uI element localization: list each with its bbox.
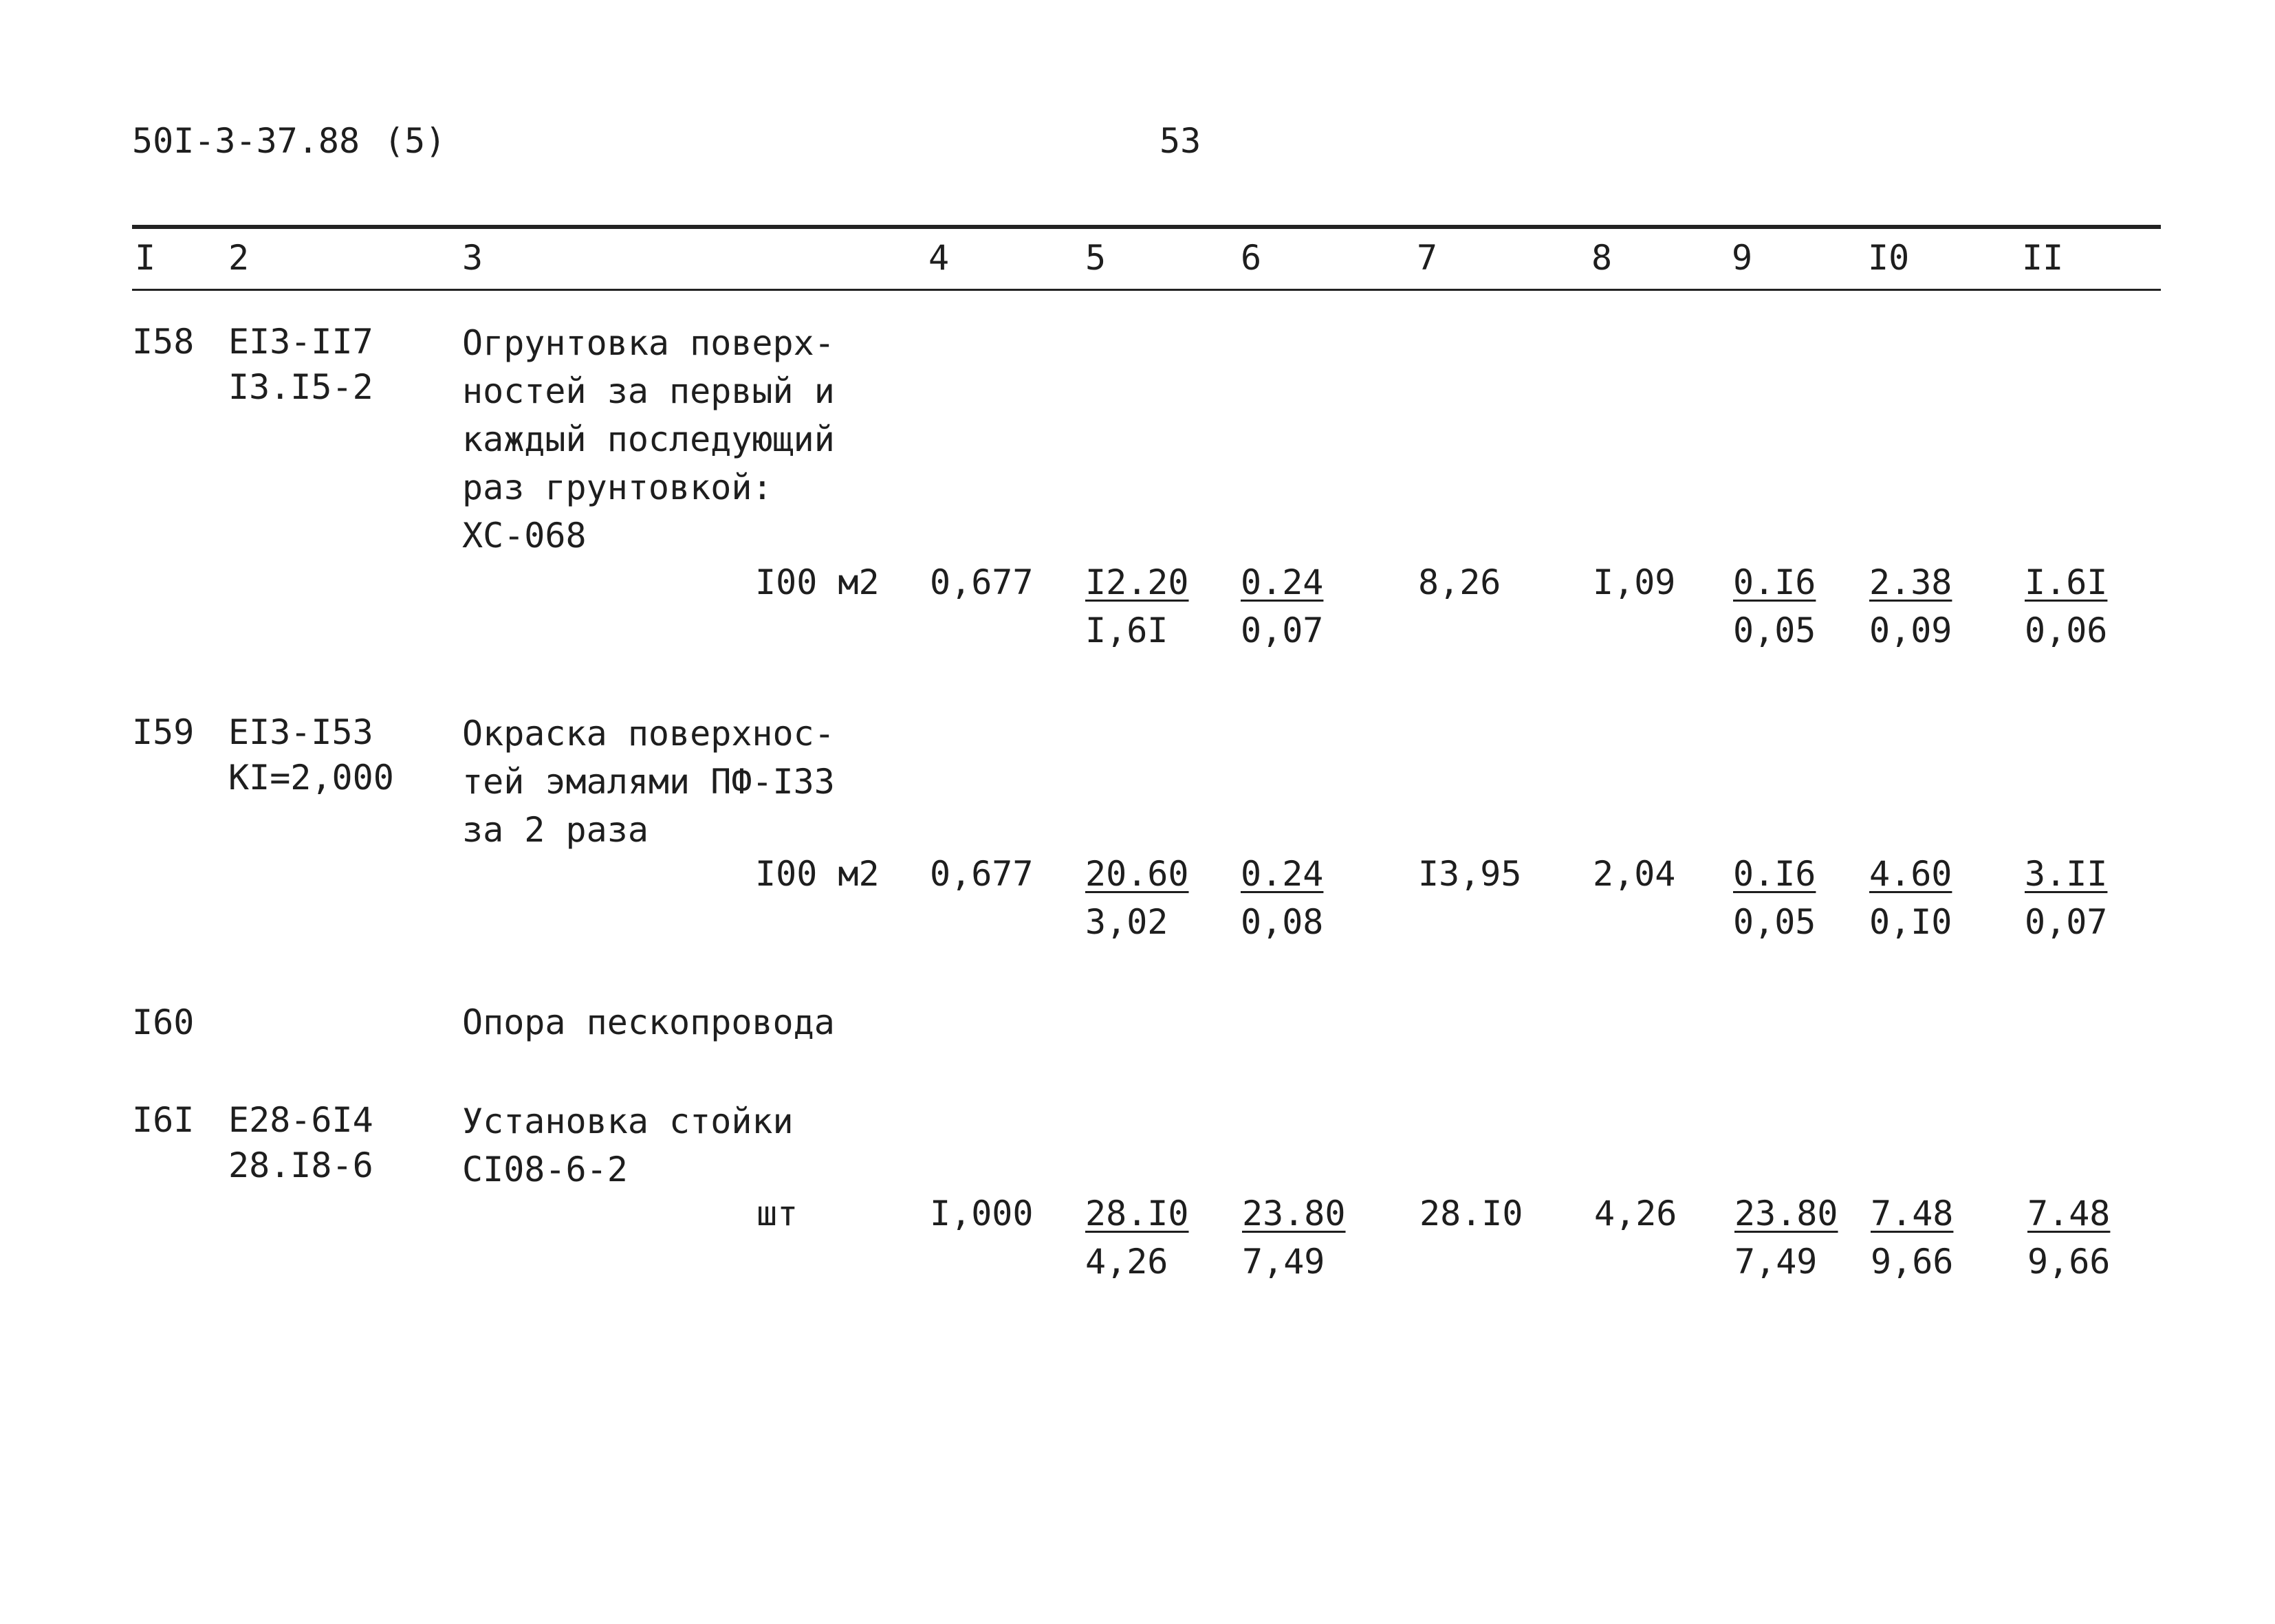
cell-6-top: 0.24	[1241, 562, 1324, 602]
row-code: 28.I8-6	[228, 1145, 373, 1185]
description-line: Огрунтовка поверх-	[462, 323, 835, 363]
cell-5-bottom: 4,26	[1085, 1242, 1168, 1282]
description-line: ностей за первый и	[462, 371, 835, 411]
row-unit: I00 м2	[755, 562, 880, 602]
row-number: I6I	[132, 1100, 195, 1140]
column-header-5: 5	[1085, 238, 1107, 278]
cell-10-top: 4.60	[1869, 854, 1952, 894]
description-line: каждый последующий	[462, 419, 835, 459]
cell-8: I,09	[1593, 562, 1676, 602]
cell-11-bottom: 0,06	[2025, 611, 2108, 650]
cell-9-top: 0.I6	[1733, 562, 1816, 602]
column-header-8: 8	[1591, 238, 1613, 278]
cell-6-top: 0.24	[1241, 854, 1324, 894]
row-quantity: 0,677	[930, 854, 1034, 894]
cell-10-top: 2.38	[1869, 562, 1952, 602]
cell-5-top: I2.20	[1085, 562, 1189, 602]
document-volume: (5)	[384, 121, 446, 161]
cell-10-bottom: 9,66	[1871, 1242, 1954, 1282]
description-line: Установка стойки	[462, 1101, 794, 1141]
document-code: 50I-3-37.88	[132, 121, 360, 161]
description-line: тей эмалями ПФ-I33	[462, 762, 835, 802]
row-description	[462, 1097, 794, 1194]
cell-10-bottom: 0,I0	[1869, 902, 1952, 942]
row-codes	[228, 1097, 373, 1188]
column-header-11: II	[2022, 238, 2064, 278]
cell-7: 28.I0	[1419, 1194, 1523, 1233]
cell-6-bottom: 0,08	[1241, 902, 1324, 942]
cell-9-top: 0.I6	[1733, 854, 1816, 894]
page-number: 53	[1160, 121, 1201, 161]
row-unit: шт	[756, 1194, 798, 1233]
row-codes	[228, 319, 373, 410]
row-description	[462, 998, 835, 1046]
column-header-1: I	[135, 238, 156, 278]
cell-9-bottom: 7,49	[1734, 1242, 1818, 1282]
cell-5-top: 28.I0	[1085, 1194, 1189, 1233]
table-header-rule	[132, 289, 2161, 291]
description-line: раз грунтовкой:	[462, 468, 773, 507]
row-code: E28-6I4	[228, 1100, 373, 1140]
row-description	[462, 319, 835, 560]
cell-10-top: 7.48	[1871, 1194, 1954, 1233]
table-top-rule	[132, 225, 2161, 229]
cell-9-top: 23.80	[1734, 1194, 1838, 1233]
row-code: EI3-II7	[228, 322, 373, 362]
row-number: I60	[132, 1002, 195, 1042]
cell-9-bottom: 0,05	[1733, 611, 1816, 650]
cell-11-top: 3.II	[2025, 854, 2108, 894]
cell-6-top: 23.80	[1242, 1194, 1346, 1233]
cell-7: 8,26	[1418, 562, 1501, 602]
column-header-2: 2	[228, 238, 250, 278]
cell-10-bottom: 0,09	[1869, 611, 1952, 650]
cell-6-bottom: 7,49	[1242, 1242, 1325, 1282]
cell-6-bottom: 0,07	[1241, 611, 1324, 650]
row-codes	[228, 710, 394, 800]
cell-11-top: I.6I	[2025, 562, 2108, 602]
description-line: CI08-6-2	[462, 1150, 628, 1189]
row-number: I59	[132, 712, 195, 752]
cell-11-top: 7.48	[2027, 1194, 2111, 1233]
description-line: Окраска поверхнос-	[462, 714, 835, 754]
cell-9-bottom: 0,05	[1733, 902, 1816, 942]
row-quantity: I,000	[930, 1194, 1034, 1233]
row-code: EI3-I53	[228, 712, 373, 752]
cell-11-bottom: 9,66	[2027, 1242, 2111, 1282]
cell-5-bottom: 3,02	[1085, 902, 1168, 942]
cell-8: 2,04	[1593, 854, 1676, 894]
cell-11-bottom: 0,07	[2025, 902, 2108, 942]
column-header-6: 6	[1241, 238, 1262, 278]
row-code: KI=2,000	[228, 758, 394, 798]
cell-5-top: 20.60	[1085, 854, 1189, 894]
column-header-4: 4	[928, 238, 950, 278]
column-header-3: 3	[462, 238, 483, 278]
row-quantity: 0,677	[930, 562, 1034, 602]
row-number: I58	[132, 322, 195, 362]
description-line: Опора пескопровода	[462, 1002, 835, 1042]
row-description	[462, 710, 835, 854]
column-header-7: 7	[1417, 238, 1438, 278]
description-line: за 2 раза	[462, 810, 649, 850]
column-header-9: 9	[1732, 238, 1753, 278]
column-header-10: I0	[1868, 238, 1910, 278]
cell-5-bottom: I,6I	[1085, 611, 1168, 650]
row-unit: I00 м2	[755, 854, 880, 894]
row-code: I3.I5-2	[228, 367, 373, 407]
description-line: ХС-068	[462, 516, 587, 556]
cell-7: I3,95	[1418, 854, 1522, 894]
cell-8: 4,26	[1594, 1194, 1677, 1233]
